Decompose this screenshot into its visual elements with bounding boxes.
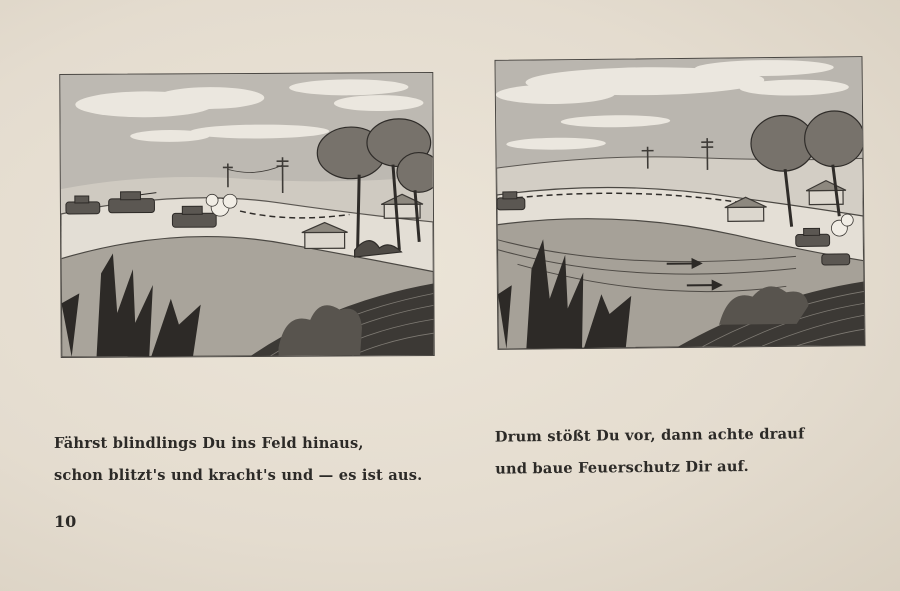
illustration-left-drawing: [60, 73, 433, 357]
caption-right-line-1: Drum stößt Du vor, dann achte drauf: [494, 425, 805, 446]
caption-left-line-1: Fährst blindlings Du ins Feld hinaus,: [54, 435, 364, 452]
caption-left: [54, 428, 422, 492]
illustration-right-drawing: [496, 57, 865, 349]
illustration-left: [59, 72, 434, 358]
caption-right: [495, 418, 805, 485]
illustration-right: [494, 56, 865, 350]
caption-left-line-2: schon blitzt's und kracht's und — es ist aus.: [54, 467, 423, 484]
caption-right-line-2: und baue Feuerschutz Dir auf.: [495, 457, 749, 478]
page-number: 10: [54, 512, 77, 531]
